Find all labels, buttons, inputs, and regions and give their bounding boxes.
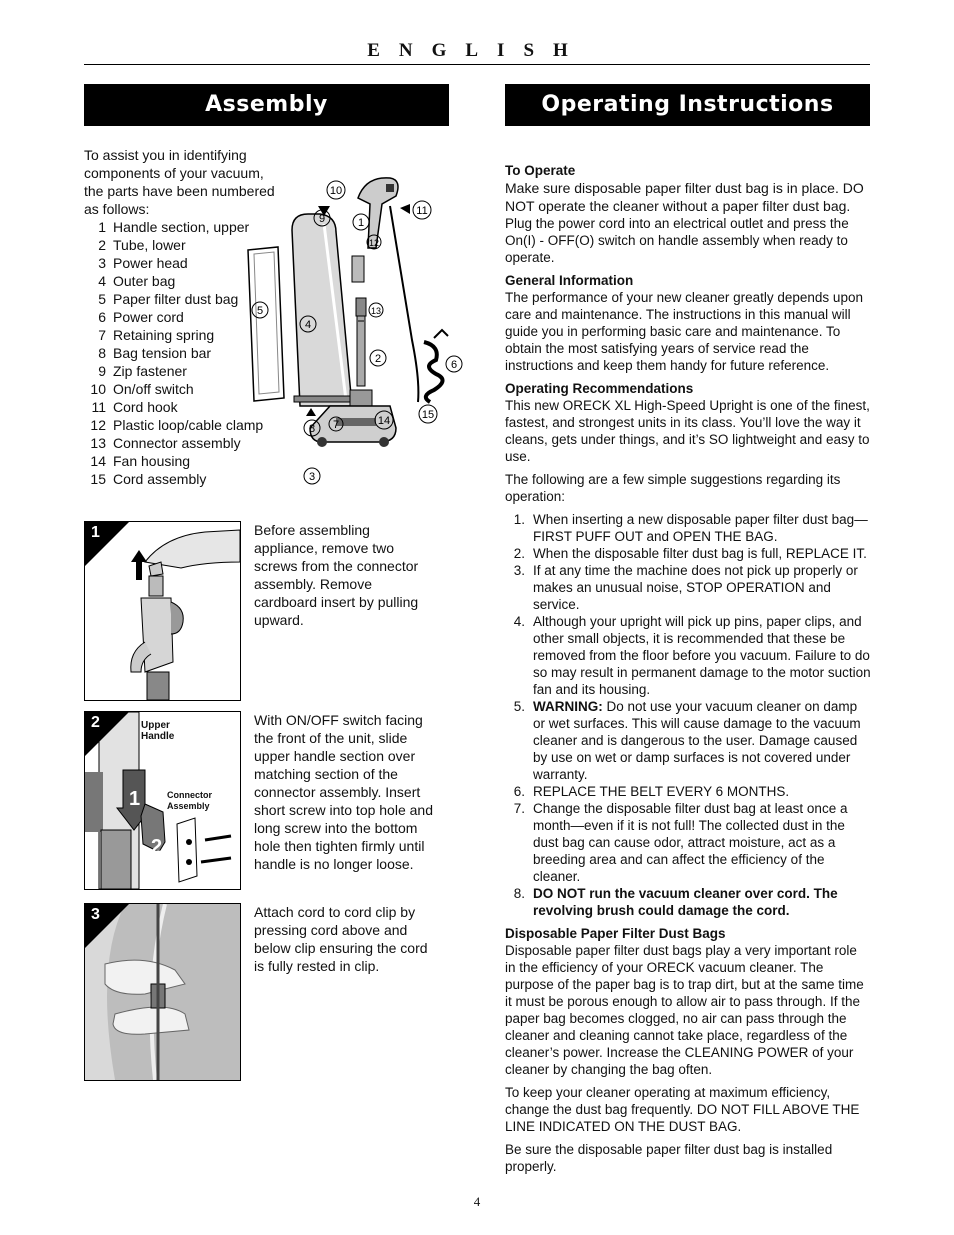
recommendation-text: [533, 613, 871, 698]
general-information-text: The performance of your new cleaner greatly depends upon care and maintenance. The instructions in this manual will guide you in performing basic care and maintenance. To obtain the most satisfying years of service read the instructions and keep them handy for future reference.: [505, 290, 863, 373]
recommendation-number: 1.: [513, 512, 525, 527]
recommendation-body: Do not use your vacuum cleaner on damp or wet surfaces. This will cause damage to the vacuum cleaner and is dangerous to the user. Damage caused by use on wet or damp surfaces is not covered under warranty.: [533, 699, 861, 782]
part-item: [84, 398, 263, 416]
page-number: 4: [473, 1194, 481, 1209]
part-label: Retaining spring: [113, 327, 215, 343]
part-label: On/off switch: [113, 381, 194, 397]
callout-8: 8: [308, 423, 316, 435]
recommendation-emphasis: DO NOT: [533, 886, 586, 901]
callout-4: 4: [304, 319, 312, 331]
part-number: 10: [90, 381, 106, 397]
language-header: ENGLISH: [367, 40, 587, 61]
dust-bags-text-1: Disposable paper filter dust bags play a very important role in the efficiency of your ORECK vacuum cleaner. The purpose of the paper bag is to trap dirt, but at the same time it must be porous enough to allow air to pass through. If the paper bag becomes clogged, no air can pass through the cleaner and cleaning cannot take place, regardless of the cleaner’s power. Increase the CLEANING POWER of your cleaner by changing the bag often.: [505, 943, 864, 1077]
operating-banner: Operating Instructions: [505, 84, 870, 126]
operating-recommendations-heading: Operating Recommendations: [505, 381, 694, 396]
operating-recommendations-text-2: The following are a few simple suggestions regarding its operation:: [505, 472, 841, 504]
header-rule: [84, 64, 870, 65]
connector-assembly-label: Connector Assembly: [167, 790, 212, 811]
recommendation-text: [533, 545, 867, 562]
step-2-arrow-2-label: 2: [151, 836, 163, 858]
part-number: 5: [98, 291, 106, 307]
recommendation-number: 4.: [513, 614, 525, 629]
part-item: [84, 254, 263, 272]
step-1-illustration: [84, 521, 241, 701]
step-3-text: Attach cord to cord clip by pressing cord above and below clip ensuring the cord is fully rested in clip.: [254, 904, 428, 974]
part-item: [84, 380, 263, 398]
to-operate-text-2: Plug the power cord into an electrical outlet and press the On(I) - OFF(O) switch on handle assembly when ready to operate.: [505, 216, 849, 265]
assembly-intro: To assist you in identifying components of your vacuum, the parts have been numbered as follows:: [84, 147, 275, 217]
part-number: 12: [90, 417, 106, 433]
recommendation-item: [505, 545, 871, 562]
step-2-arrow-1-label: 1: [129, 788, 141, 810]
part-number: 11: [91, 399, 106, 415]
step-2-text: With ON/OFF switch facing the front of the unit, slide upper handle section over matching section of the connector assembly. Insert short screw into top hole and long screw into the bottom hole then tighten firmly until handle is no longer loose.: [254, 712, 433, 872]
recommendation-text: [533, 698, 871, 783]
part-label: Bag tension bar: [113, 345, 212, 361]
recommendation-body: When the disposable filter dust bag is full, REPLACE IT.: [533, 546, 867, 561]
recommendation-item: [505, 511, 871, 545]
operating-instructions-body: [505, 162, 871, 1181]
part-label: Power head: [113, 255, 188, 271]
recommendation-body: If at any time the machine does not pick up properly or makes an unusual noise, STOP OPERATION and service.: [533, 563, 858, 612]
part-number: 4: [98, 273, 106, 289]
recommendation-number: 3.: [513, 563, 525, 578]
callout-5: 5: [256, 305, 264, 317]
part-item: [84, 236, 263, 254]
step-3-illustration: [84, 903, 241, 1081]
part-label: Paper filter dust bag: [113, 291, 239, 307]
general-information-heading: General Information: [505, 273, 634, 288]
part-number: 8: [98, 345, 106, 361]
part-label: Outer bag: [113, 273, 176, 289]
part-number: 15: [90, 471, 106, 487]
to-operate-heading: To Operate: [505, 163, 576, 178]
part-item: [84, 416, 263, 434]
part-number: 1: [98, 219, 106, 235]
recommendation-text: [533, 783, 789, 800]
vacuum-parts-diagram: [240, 170, 470, 490]
part-item: [84, 272, 263, 290]
part-label: Power cord: [113, 309, 184, 325]
part-item: [84, 344, 263, 362]
upper-handle-label: Upper Handle: [141, 720, 175, 742]
callout-13: 13: [370, 306, 382, 316]
callout-2: 2: [374, 353, 382, 365]
part-item: [84, 434, 263, 452]
operating-recommendations-text-1: This new ORECK XL High-Speed Upright is one of the finest, fastest, and strongest units in its class. You’ll love the way it cleans, gets under things, and it’s SO lightweight and easy to use.: [505, 398, 870, 464]
part-label: Cord assembly: [113, 471, 207, 487]
callout-12: 12: [368, 238, 380, 248]
callout-15: 15: [421, 409, 435, 421]
recommendation-body: REPLACE THE BELT EVERY 6 MONTHS.: [533, 784, 790, 799]
recommendation-text: [533, 562, 871, 613]
part-item: [84, 452, 263, 470]
part-number: 2: [98, 237, 106, 253]
part-number: 14: [90, 453, 106, 469]
recommendation-body: Although your upright will pick up pins, paper clips, and other small objects, it is recommended that these be removed from the floor before you vacuum. Failure to do so may result in permanent damage to the motor suction fan and its housing.: [533, 614, 871, 697]
dust-bags-heading: Disposable Paper Filter Dust Bags: [505, 926, 726, 941]
callout-11: 11: [416, 205, 428, 217]
part-number: 9: [98, 363, 106, 379]
part-label: Fan housing: [113, 453, 191, 469]
recommendation-number: 7.: [513, 801, 525, 816]
recommendations-list: [505, 511, 871, 919]
part-item: [84, 470, 263, 488]
recommendation-number: 2.: [513, 546, 525, 561]
recommendation-number: 5.: [513, 699, 525, 714]
recommendation-item: [505, 562, 871, 613]
callout-3: 3: [308, 471, 316, 483]
part-label: Zip fastener: [113, 363, 187, 379]
parts-list: [84, 218, 263, 488]
part-number: 7: [98, 327, 106, 343]
recommendation-item: [505, 783, 871, 800]
callout-7: 7: [332, 419, 340, 431]
part-label: Plastic loop/cable clamp: [113, 417, 264, 433]
callout-10: 10: [329, 185, 343, 197]
recommendation-body: run the vacuum cleaner over cord. The revolving brush could damage the cord.: [533, 886, 838, 918]
recommendation-emphasis: WARNING:: [533, 699, 603, 714]
dust-bags-text-3: Be sure the disposable paper filter dust bag is installed properly.: [505, 1142, 833, 1174]
step-2-illustration: [84, 711, 241, 890]
part-label: Connector assembly: [113, 435, 241, 451]
assembly-banner: Assembly: [84, 84, 449, 126]
recommendation-text: [533, 800, 871, 885]
recommendation-body: When inserting a new disposable paper filter dust bag—FIRST PUFF OUT and OPEN THE BAG.: [533, 512, 868, 544]
callout-14: 14: [377, 415, 391, 427]
callout-6: 6: [450, 359, 458, 371]
recommendation-number: 8.: [513, 886, 525, 901]
recommendation-body: Change the disposable filter dust bag at least once a month—even if it is not full! The collected dust in the dust bag can cause odor, attract moisture, act as a breeding area and can affect the efficiency of the cleaner.: [533, 801, 848, 884]
part-item: [84, 308, 263, 326]
part-number: 6: [98, 309, 106, 325]
step-1-text: Before assembling appliance, remove two screws from the connector assembly. Remove cardboard insert by pulling upward.: [254, 522, 419, 628]
part-item: [84, 362, 263, 380]
recommendation-text: [533, 885, 871, 919]
recommendation-item: [505, 800, 871, 885]
recommendation-item: [505, 698, 871, 783]
recommendation-number: 6.: [513, 784, 525, 799]
step-3-number: 3: [91, 906, 100, 923]
part-item: [84, 218, 263, 236]
recommendation-text: [533, 511, 871, 545]
recommendation-item: [505, 885, 871, 919]
callout-1: 1: [357, 217, 365, 229]
part-number: 3: [98, 255, 106, 271]
part-item: [84, 290, 263, 308]
part-item: [84, 326, 263, 344]
part-label: Cord hook: [113, 399, 178, 415]
to-operate-text-1: Make sure disposable paper filter dust bag is in place. DO NOT operate the cleaner without a paper filter dust bag.: [505, 180, 864, 214]
callout-9: 9: [318, 213, 326, 225]
step-2-number: 2: [91, 714, 100, 731]
recommendation-item: [505, 613, 871, 698]
part-label: Tube, lower: [113, 237, 186, 253]
part-label: Handle section, upper: [113, 219, 250, 235]
dust-bags-text-2: To keep your cleaner operating at maximum efficiency, change the dust bag frequently. DO NOT FILL ABOVE THE LINE INDICATED ON THE DUST BAG.: [505, 1085, 860, 1134]
step-1-number: 1: [91, 524, 100, 541]
part-number: 13: [90, 435, 106, 451]
